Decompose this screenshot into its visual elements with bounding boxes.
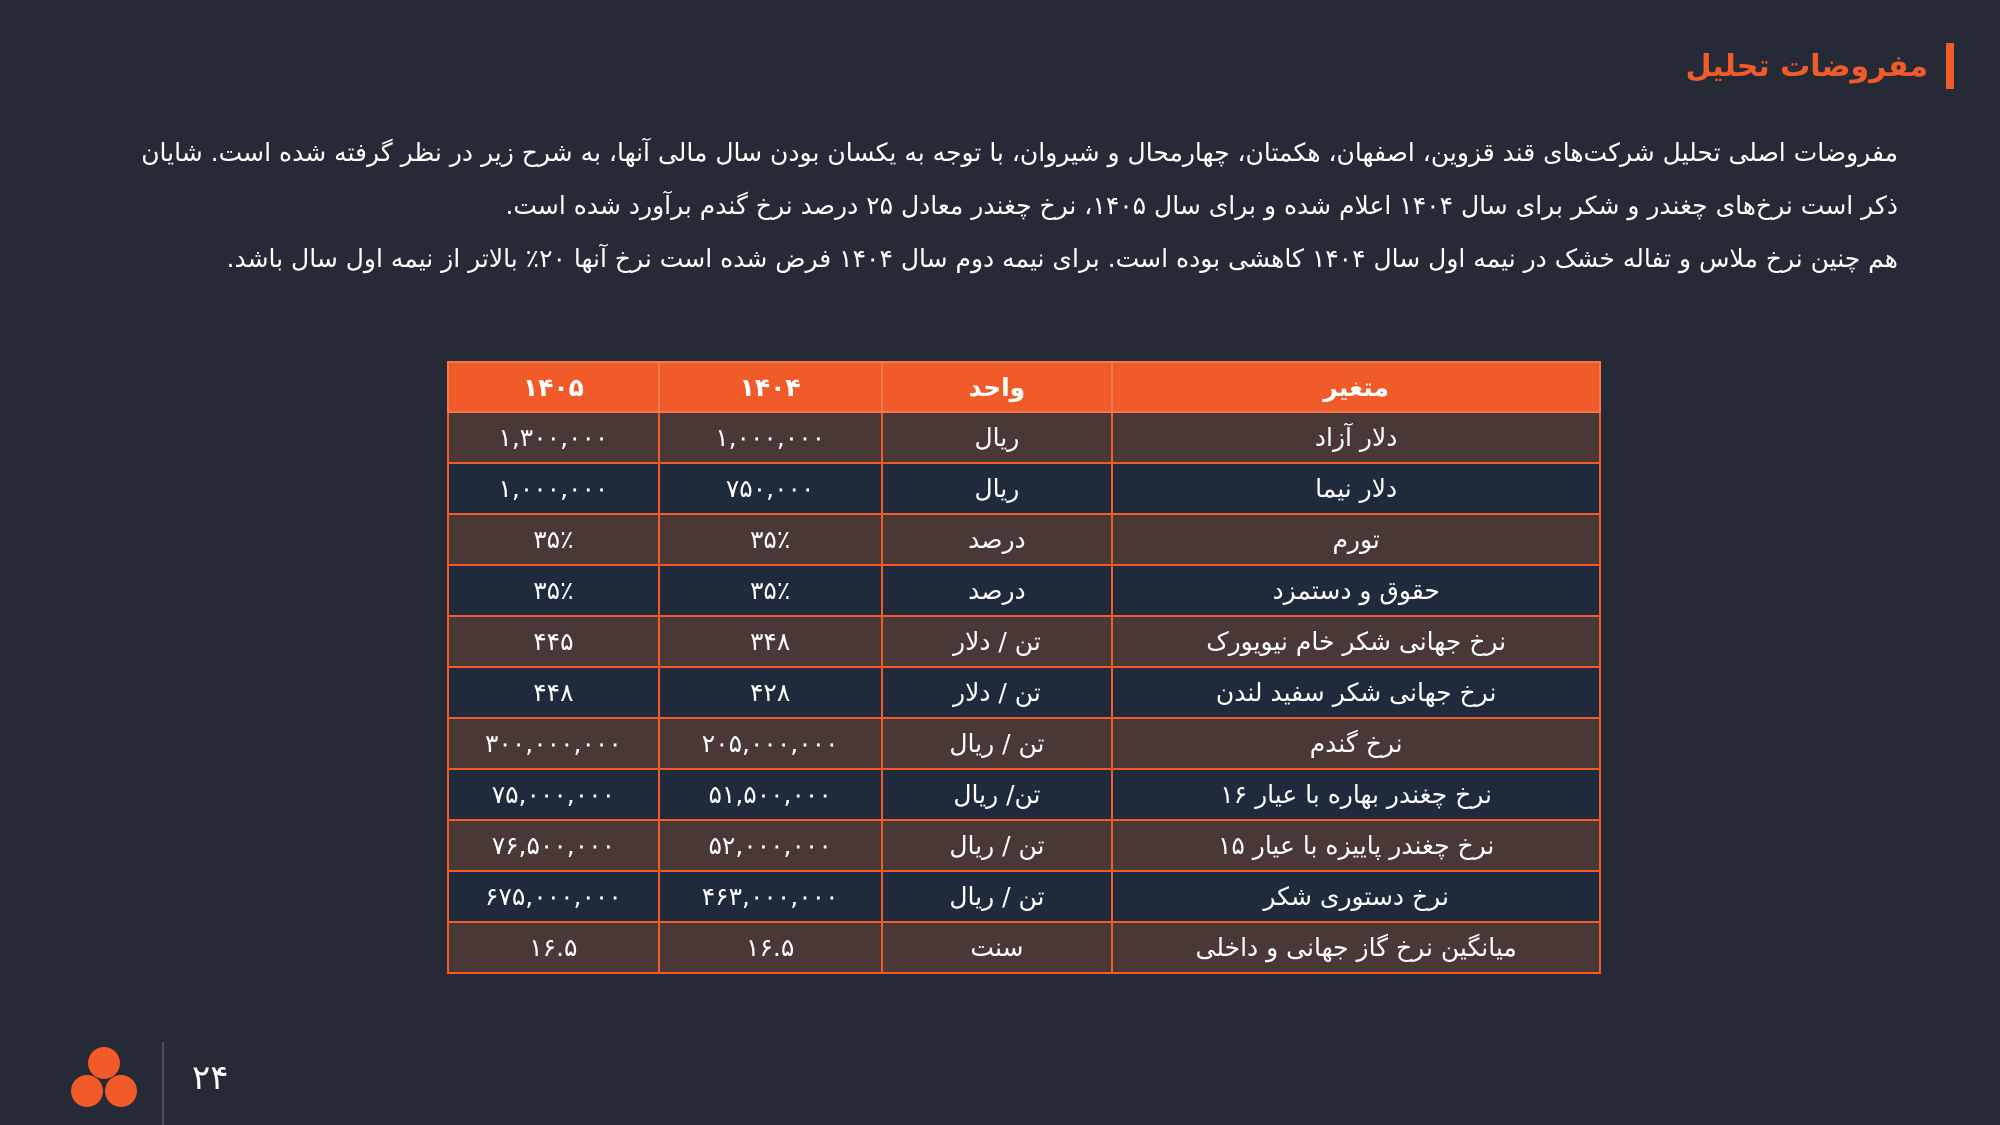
table-row — [448, 616, 1600, 667]
table-row — [448, 565, 1600, 616]
cell-value-1404: ۵۱,۵۰۰,۰۰۰ — [659, 769, 882, 820]
cell-value-1405: ۴۴۸ — [448, 667, 659, 718]
cell-variable: حقوق و دستمزد — [1112, 565, 1600, 616]
cell-unit: سنت — [882, 922, 1113, 973]
table-row — [448, 769, 1600, 820]
cell-unit: ریال — [882, 412, 1113, 463]
cell-unit: تن / ریال — [882, 718, 1113, 769]
cell-unit: تن/ ریال — [882, 769, 1113, 820]
cell-value-1405: ۷۶,۵۰۰,۰۰۰ — [448, 820, 659, 871]
cell-value-1405: ۱,۰۰۰,۰۰۰ — [448, 463, 659, 514]
cell-variable: نرخ گندم — [1112, 718, 1600, 769]
header-year-1404: ۱۴۰۴ — [659, 362, 882, 412]
cell-unit: تن / ریال — [882, 871, 1113, 922]
three-circles-logo-icon — [70, 1046, 138, 1110]
cell-variable: نرخ جهانی شکر سفید لندن — [1112, 667, 1600, 718]
assumptions-table — [447, 361, 1601, 974]
slide-title: مفروضات تحلیل — [1685, 48, 1928, 84]
cell-variable: دلار آزاد — [1112, 412, 1600, 463]
table-row — [448, 718, 1600, 769]
cell-value-1404: ۴۶۳,۰۰۰,۰۰۰ — [659, 871, 882, 922]
cell-unit: درصد — [882, 565, 1113, 616]
cell-value-1405: ۴۴۵ — [448, 616, 659, 667]
page-number: ۲۴ — [192, 1058, 229, 1098]
cell-value-1405: ۱۶.۵ — [448, 922, 659, 973]
table-row — [448, 463, 1600, 514]
table-row — [448, 871, 1600, 922]
header-unit: واحد — [882, 362, 1113, 412]
table-row — [448, 820, 1600, 871]
cell-value-1405: ۶۷۵,۰۰۰,۰۰۰ — [448, 871, 659, 922]
header-year-1405: ۱۴۰۵ — [448, 362, 659, 412]
cell-unit: درصد — [882, 514, 1113, 565]
cell-value-1404: ۱,۰۰۰,۰۰۰ — [659, 412, 882, 463]
cell-value-1405: ۱,۳۰۰,۰۰۰ — [448, 412, 659, 463]
slide-header — [1686, 44, 1954, 88]
cell-value-1405: ۳۵٪ — [448, 565, 659, 616]
cell-variable: دلار نیما — [1112, 463, 1600, 514]
cell-variable: نرخ چغندر پاییزه با عیار ۱۵ — [1112, 820, 1600, 871]
title-accent-bar — [1946, 43, 1954, 89]
cell-value-1404: ۳۵٪ — [659, 514, 882, 565]
cell-value-1404: ۴۲۸ — [659, 667, 882, 718]
cell-variable: نرخ جهانی شکر خام نیویورک — [1112, 616, 1600, 667]
cell-unit: تن / دلار — [882, 667, 1113, 718]
cell-variable: میانگین نرخ گاز جهانی و داخلی — [1112, 922, 1600, 973]
cell-value-1405: ۳۵٪ — [448, 514, 659, 565]
cell-value-1405: ۳۰۰,۰۰۰,۰۰۰ — [448, 718, 659, 769]
cell-value-1404: ۷۵۰,۰۰۰ — [659, 463, 882, 514]
cell-value-1404: ۵۲,۰۰۰,۰۰۰ — [659, 820, 882, 871]
intro-paragraph: هم چنین نرخ ملاس و تفاله خشک در نیمه اول سال ۱۴۰۴ کاهشی بوده است. برای نیمه دوم سال ۱۴۰۴ فرض شده است نرخ آنها ۲۰٪ بالاتر از نیمه اول سال باشد. — [226, 244, 1898, 273]
header-variable: متغیر — [1112, 362, 1600, 412]
cell-variable: نرخ چغندر بهاره با عیار ۱۶ — [1112, 769, 1600, 820]
table-row — [448, 922, 1600, 973]
intro-paragraph: مفروضات اصلی تحلیل شرکت‌های قند قزوین، اصفهان، هکمتان، چهارمحال و شیروان، با توجه به یکسان بودن سال مالی آنها، به شرح زیر در نظر گرفته شده است. شایان ذکر است نرخ‌های چغندر و شکر برای سال ۱۴۰۴ اعلام شده و برای سال ۱۴۰۵، نرخ چغندر معادل ۲۵ درصد نرخ گندم برآورد شده است. — [141, 138, 1898, 220]
table-row — [448, 667, 1600, 718]
table-row — [448, 412, 1600, 463]
cell-variable: تورم — [1112, 514, 1600, 565]
table-row — [448, 514, 1600, 565]
footer-divider — [162, 1042, 164, 1125]
assumptions-table-wrapper — [447, 361, 1601, 974]
cell-unit: تن / ریال — [882, 820, 1113, 871]
cell-value-1404: ۲۰۵,۰۰۰,۰۰۰ — [659, 718, 882, 769]
intro-text — [138, 126, 1898, 285]
cell-unit: ریال — [882, 463, 1113, 514]
cell-value-1405: ۷۵,۰۰۰,۰۰۰ — [448, 769, 659, 820]
cell-unit: تن / دلار — [882, 616, 1113, 667]
cell-value-1404: ۳۴۸ — [659, 616, 882, 667]
cell-value-1404: ۳۵٪ — [659, 565, 882, 616]
cell-variable: نرخ دستوری شکر — [1112, 871, 1600, 922]
cell-value-1404: ۱۶.۵ — [659, 922, 882, 973]
table-header-row — [448, 362, 1600, 412]
